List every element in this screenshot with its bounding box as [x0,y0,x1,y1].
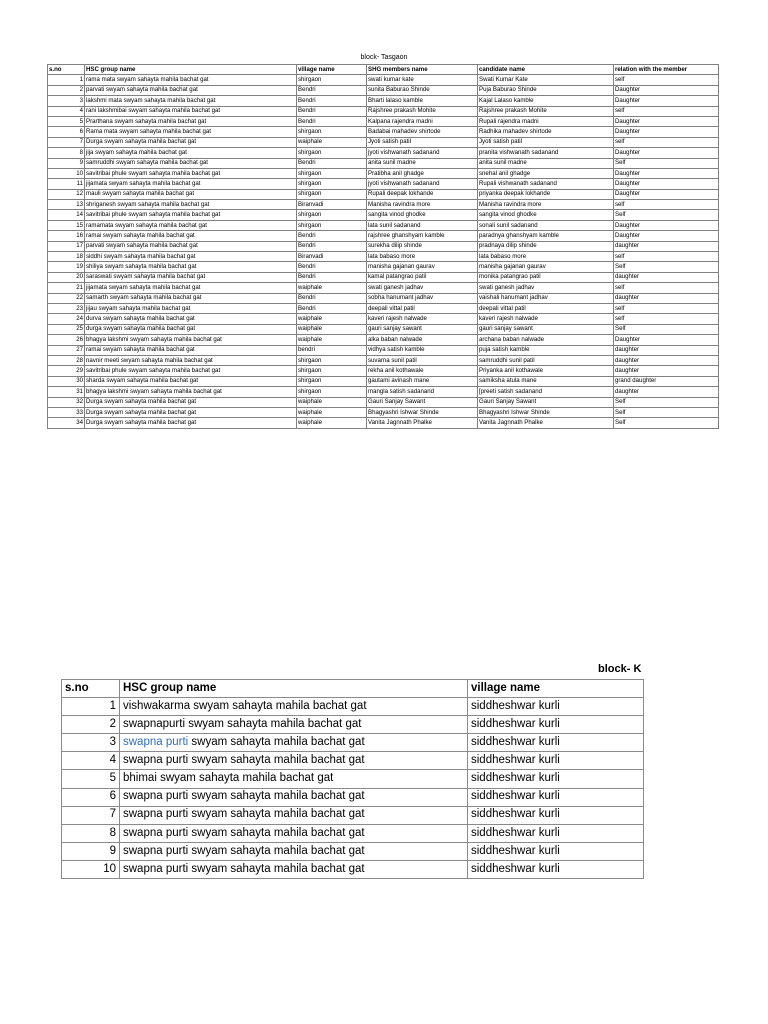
cell-relation: self [614,283,719,293]
cell-candidate-name: manisha gajanan gaurav [478,262,614,272]
cell-village-name: Bendri [297,106,367,116]
cell-village-name: Bendri [297,293,367,303]
cell-village-name: shirgaon [297,168,367,178]
table-row [48,241,719,251]
cell-sno: 19 [48,262,85,272]
header-sno: s.no [48,65,85,75]
cell-shg-member-name: rajshree ghanshyam kamble [367,231,478,241]
cell-village-name: shirgaon [297,210,367,220]
highlighted-group-name: swapna purti [123,736,189,749]
cell-sno: 9 [62,842,120,860]
cell-village-name: Bendri [297,241,367,251]
cell-candidate-name: samruddhi sunil patil [478,355,614,365]
cell-shg-member-name: sangita vinod ghodke [367,210,478,220]
cell-sno: 15 [48,220,85,230]
cell-sno: 5 [48,116,85,126]
table-row [48,293,719,303]
cell-relation: self [614,303,719,313]
cell-hsc-group-name: siddhi swyam sahayta mahila bachat gat [85,252,297,262]
cell-hsc-group-name: jijamata swyam sahayta mahila bachat gat [85,179,297,189]
table-row [48,168,719,178]
cell-shg-member-name: Jyoti satish patil [367,137,478,147]
cell-shg-member-name: mangla satish sadanand [367,387,478,397]
cell-hsc-group-name: navnir meeti swyam sahayta mahila bachat gat [85,355,297,365]
cell-relation: Self [614,158,719,168]
cell-hsc-group-name: samarth swyam sahayta mahila bachat gat [85,293,297,303]
table-row [48,75,719,85]
cell-hsc-group-name: shriganesh swyam sahayta mahila bachat gat [85,200,297,210]
cell-relation: daughter [614,293,719,303]
table-row [48,179,719,189]
cell-village-name: shirgaon [297,179,367,189]
cell-village-name: Bendri [297,303,367,313]
cell-sno: 11 [48,179,85,189]
header-shg-members-name: SHG members name [367,65,478,75]
cell-village-name: siddheshwar kurli [468,860,644,878]
cell-candidate-name: sonali sunil sadanand [478,220,614,230]
table-row [62,752,644,770]
cell-village-name: shirgaon [297,376,367,386]
cell-shg-member-name: swati ganesh jadhav [367,283,478,293]
cell-shg-member-name: kamal patangrao patil [367,272,478,282]
cell-candidate-name: paradnya ghanshyam kamble [478,231,614,241]
cell-relation: Daughter [614,148,719,158]
cell-hsc-group-name: rani lakshmibai swyam sahayta mahila bachat gat [85,106,297,116]
cell-sno: 20 [48,272,85,282]
cell-relation: Self [614,262,719,272]
cell-relation: daughter [614,387,719,397]
cell-village-name: shirgaon [297,220,367,230]
cell-sno: 2 [48,85,85,95]
cell-candidate-name: kaveri rajesh nalwade [478,314,614,324]
cell-candidate-name: Puja Baburao Shinde [478,85,614,95]
table-row [48,355,719,365]
cell-hsc-group-name: durga swyam sahayta mahila bachat gat [85,324,297,334]
cell-village-name: waiphale [297,418,367,428]
cell-relation: Self [614,397,719,407]
cell-relation: grand daughter [614,376,719,386]
cell-village-name: Bendri [297,272,367,282]
cell-village-name: shirgaon [297,355,367,365]
cell-candidate-name: gauri sanjay sawant [478,324,614,334]
table-row [62,842,644,860]
cell-hsc-group-name: Durga swyam sahayta mahila bachat gat [85,407,297,417]
cell-relation: Daughter [614,127,719,137]
cell-village-name: siddheshwar kurli [468,806,644,824]
cell-relation: self [614,75,719,85]
cell-sno: 9 [48,158,85,168]
cell-village-name: shirgaon [297,148,367,158]
cell-relation: daughter [614,345,719,355]
cell-hsc-group-name: Rama mata swyam sahayta mahila bachat gat [85,127,297,137]
cell-hsc-group-name: swapna purti swyam sahayta mahila bachat gat [120,734,468,752]
cell-village-name: Bendri [297,85,367,95]
cell-sno: 3 [48,96,85,106]
table-row [48,324,719,334]
cell-shg-member-name: rekha anil kothawale [367,366,478,376]
header-candidate-name: candidate name [478,65,614,75]
cell-relation: daughter [614,355,719,365]
cell-relation: self [614,200,719,210]
cell-sno: 10 [62,860,120,878]
cell-shg-member-name: gautami avinash mane [367,376,478,386]
table-row [48,397,719,407]
header-relation: relation with the member [614,65,719,75]
cell-relation: Daughter [614,335,719,345]
cell-relation: Self [614,407,719,417]
cell-shg-member-name: vidhya satish kamble [367,345,478,355]
cell-relation: Self [614,324,719,334]
cell-hsc-group-name: saraswati swyam sahayta mahila bachat gat [85,272,297,282]
cell-sno: 7 [62,806,120,824]
cell-village-name: Biranvadi [297,252,367,262]
table-row [48,85,719,95]
cell-shg-member-name: Bhagyashri Ishwar Shinde [367,407,478,417]
cell-relation: Daughter [614,116,719,126]
cell-hsc-group-name: rama mata swyam sahayta mahila bachat gat [85,75,297,85]
cell-village-name: waiphale [297,397,367,407]
cell-hsc-group-name: vishwakarma swyam sahayta mahila bachat gat [120,698,468,716]
cell-candidate-name: puja satish kamble [478,345,614,355]
cell-candidate-name: anita sunil madne [478,158,614,168]
cell-sno: 30 [48,376,85,386]
cell-candidate-name: pradnaya dilip shinde [478,241,614,251]
cell-candidate-name: priyanka deepak lokhande [478,189,614,199]
cell-sno: 5 [62,770,120,788]
cell-sno: 21 [48,283,85,293]
cell-sno: 1 [62,698,120,716]
cell-candidate-name: Vanita Jagnnath Phalke [478,418,614,428]
cell-village-name: shirgaon [297,127,367,137]
table-row [48,345,719,355]
cell-shg-member-name: sobha hanumant jadhav [367,293,478,303]
cell-village-name: siddheshwar kurli [468,716,644,734]
cell-hsc-group-name: parvati swyam sahayta mahila bachat gat [85,241,297,251]
table-row [62,860,644,878]
cell-candidate-name: Swati Kumar Kate [478,75,614,85]
cell-village-name: siddheshwar kurli [468,734,644,752]
cell-candidate-name: Radhika mahadev shirtode [478,127,614,137]
cell-village-name: waiphale [297,324,367,334]
cell-village-name: Bendri [297,116,367,126]
cell-hsc-group-name: savitribai phule swyam sahayta mahila bachat gat [85,168,297,178]
cell-shg-member-name: lata babaso more [367,252,478,262]
cell-hsc-group-name: swapna purti swyam sahayta mahila bachat gat [120,788,468,806]
cell-sno: 23 [48,303,85,313]
cell-hsc-group-name: ramamata swyam sahayta mahila bachat gat [85,220,297,230]
cell-candidate-name: [preeti satish sadanand [478,387,614,397]
cell-sno: 16 [48,231,85,241]
cell-shg-member-name: kaveri rajesh nalwade [367,314,478,324]
table-row [48,262,719,272]
header-hsc-group-name: HSC group name [85,65,297,75]
cell-sno: 8 [62,824,120,842]
table-row [62,698,644,716]
header-village-name: village name [297,65,367,75]
cell-sno: 25 [48,324,85,334]
cell-village-name: waiphale [297,283,367,293]
cell-village-name: Bendri [297,158,367,168]
cell-sno: 1 [48,75,85,85]
cell-relation: daughter [614,272,719,282]
cell-sno: 10 [48,168,85,178]
cell-sno: 32 [48,397,85,407]
cell-shg-member-name: Badabai mahadev shirtode [367,127,478,137]
cell-sno: 4 [48,106,85,116]
cell-candidate-name: Rajshree prakash Mohite [478,106,614,116]
cell-sno: 3 [62,734,120,752]
cell-village-name: bendri [297,345,367,355]
cell-village-name: shirgaon [297,189,367,199]
cell-hsc-group-name: jijamata swyam sahayta mahila bachat gat [85,283,297,293]
cell-hsc-group-name: bhagya lakshmi swyam sahayta mahila bachat gat [85,335,297,345]
table-row [48,314,719,324]
table-row [48,116,719,126]
cell-sno: 12 [48,189,85,199]
cell-sno: 27 [48,345,85,355]
cell-shg-member-name: surekha dilip shinde [367,241,478,251]
cell-village-name: waiphale [297,137,367,147]
cell-shg-member-name: Kalpana rajendra madni [367,116,478,126]
table-row [48,418,719,428]
block-k-title: block- K [598,663,642,675]
cell-relation: Daughter [614,189,719,199]
table-row [62,770,644,788]
cell-candidate-name: Priyanka anil kothawale [478,366,614,376]
cell-shg-member-name: Bharti lalaso kamble [367,96,478,106]
table-row [48,210,719,220]
cell-hsc-group-name: swapnapurti swyam sahayta mahila bachat gat [120,716,468,734]
table-row [48,189,719,199]
cell-candidate-name: pranita vishwanath sadanand [478,148,614,158]
cell-candidate-name: monika patangrao patil [478,272,614,282]
cell-shg-member-name: manisha gajanan gaurav [367,262,478,272]
cell-relation: self [614,106,719,116]
header-village-name: village name [468,680,644,698]
cell-relation: self [614,314,719,324]
table-row [48,96,719,106]
cell-hsc-group-name: samruddhi swyam sahayta mahila bachat gat [85,158,297,168]
table-row [48,148,719,158]
table-row [48,376,719,386]
table-row [48,366,719,376]
cell-candidate-name: archana baban nalwade [478,335,614,345]
cell-village-name: shirgaon [297,387,367,397]
table-header-row [62,680,644,698]
header-hsc-group-name: HSC group name [120,680,468,698]
cell-candidate-name: Rupali rajendra madni [478,116,614,126]
cell-village-name: waiphale [297,335,367,345]
cell-shg-member-name: alka baban nalwade [367,335,478,345]
cell-shg-member-name: deepali vittal patil [367,303,478,313]
cell-shg-member-name: sunita Baburao Shinde [367,85,478,95]
cell-relation: daughter [614,241,719,251]
table-row [48,272,719,282]
header-sno: s.no [62,680,120,698]
cell-shg-member-name: lata sunil sadanand [367,220,478,230]
tasgaon-table-body [48,75,719,428]
cell-shg-member-name: anita sunil madne [367,158,478,168]
table-row [48,283,719,293]
table-row [62,788,644,806]
cell-sno: 24 [48,314,85,324]
cell-village-name: siddheshwar kurli [468,698,644,716]
cell-shg-member-name: Gauri Sanjay Sawant [367,397,478,407]
cell-sno: 13 [48,200,85,210]
cell-hsc-group-name: mauli swyam sahayta mahila bachat gat [85,189,297,199]
cell-shg-member-name: suvarna sunil patil [367,355,478,365]
cell-sno: 18 [48,252,85,262]
cell-village-name: waiphale [297,407,367,417]
cell-shg-member-name: jyoti vishwanath sadanand [367,148,478,158]
cell-relation: Daughter [614,85,719,95]
cell-village-name: Bendri [297,96,367,106]
cell-village-name: siddheshwar kurli [468,752,644,770]
table-row [48,303,719,313]
table-row [62,734,644,752]
block-k-table [61,679,644,879]
cell-candidate-name: sangita vinod ghodke [478,210,614,220]
cell-shg-member-name: Vanita Jagnnath Phalke [367,418,478,428]
cell-village-name: Bendri [297,262,367,272]
cell-hsc-group-name: bhagya lakshmi swyam sahayta mahila bachat gat [85,387,297,397]
cell-relation: self [614,137,719,147]
cell-relation: Daughter [614,179,719,189]
cell-village-name: shirgaon [297,75,367,85]
cell-relation: Daughter [614,231,719,241]
cell-sno: 8 [48,148,85,158]
cell-hsc-group-name: swapna purti swyam sahayta mahila bachat gat [120,842,468,860]
cell-candidate-name: lata babaso more [478,252,614,262]
cell-sno: 14 [48,210,85,220]
cell-relation: Self [614,210,719,220]
cell-hsc-group-name: jija swyam sahayta mahila bachat gat [85,148,297,158]
cell-shg-member-name: Pratibha anil ghadge [367,168,478,178]
cell-shg-member-name: jyoti vishwanath sadanand [367,179,478,189]
table-row [48,387,719,397]
cell-hsc-group-name: ramai swyam sahayta mahila bachat gat [85,231,297,241]
cell-village-name: siddheshwar kurli [468,824,644,842]
cell-hsc-group-name: lakshmi mata swyam sahayta mahila bachat gat [85,96,297,106]
cell-sno: 6 [48,127,85,137]
table-row [48,137,719,147]
cell-shg-member-name: Rupali deepak lokhande [367,189,478,199]
cell-relation: Daughter [614,168,719,178]
cell-sno: 4 [62,752,120,770]
cell-village-name: siddheshwar kurli [468,788,644,806]
cell-candidate-name: Bhagyashri Ishwar Shinde [478,407,614,417]
cell-sno: 28 [48,355,85,365]
table-row [48,407,719,417]
cell-hsc-group-name: Durga swyam sahayta mahila bachat gat [85,397,297,407]
table-row [62,716,644,734]
cell-hsc-group-name: savitribai phule swyam sahayta mahila bachat gat [85,210,297,220]
cell-village-name: Bendri [297,231,367,241]
block-k-table-body [62,698,644,879]
cell-hsc-group-name: bhimai swyam sahayta mahila bachat gat [120,770,468,788]
block-tasgaon-title: block- Tasgaon [360,54,408,61]
cell-village-name: siddheshwar kurli [468,770,644,788]
cell-village-name: Biranvadi [297,200,367,210]
cell-hsc-group-name: shiliya swyam sahayta mahila bachat gat [85,262,297,272]
cell-sno: 6 [62,788,120,806]
cell-hsc-group-name: parvati swyam sahayta mahila bachat gat [85,85,297,95]
cell-hsc-group-name: Durga swyam sahayta mahila bachat gat [85,137,297,147]
table-row [48,231,719,241]
cell-sno: 17 [48,241,85,251]
cell-relation: Daughter [614,220,719,230]
cell-hsc-group-name: ramai swyam sahayta mahila bachat gat [85,345,297,355]
cell-hsc-group-name: savitribai phule swyam sahayta mahila bachat gat [85,366,297,376]
cell-hsc-group-name: sharda swyam sahayta mahila bachat gat [85,376,297,386]
cell-relation: daughter [614,366,719,376]
cell-sno: 34 [48,418,85,428]
tasgaon-shg-table [47,64,719,429]
cell-village-name: siddheshwar kurli [468,842,644,860]
cell-sno: 31 [48,387,85,397]
table-row [48,106,719,116]
cell-sno: 26 [48,335,85,345]
cell-hsc-group-name: durva swyam sahayta mahila bachat gat [85,314,297,324]
cell-sno: 7 [48,137,85,147]
table-row [48,158,719,168]
cell-sno: 33 [48,407,85,417]
cell-sno: 29 [48,366,85,376]
cell-shg-member-name: gauri sanjay sawant [367,324,478,334]
cell-village-name: waiphale [297,314,367,324]
cell-village-name: shirgaon [297,366,367,376]
cell-hsc-group-name: Prarthana swyam sahayta mahila bachat gat [85,116,297,126]
table-row [48,220,719,230]
cell-candidate-name: vaishali hanumant jadhav [478,293,614,303]
cell-candidate-name: Jyoti satish patil [478,137,614,147]
table-row [48,252,719,262]
cell-sno: 22 [48,293,85,303]
table-row [48,127,719,137]
cell-candidate-name: snehal anil ghadge [478,168,614,178]
cell-candidate-name: swati ganesh jadhav [478,283,614,293]
cell-shg-member-name: Manisha ravindra more [367,200,478,210]
cell-candidate-name: Rupali vishwanath sadanand [478,179,614,189]
cell-candidate-name: Manisha ravindra more [478,200,614,210]
cell-candidate-name: Kajal Lalaso kamble [478,96,614,106]
table-row [62,824,644,842]
cell-shg-member-name: swati kumar kate [367,75,478,85]
cell-candidate-name: samiksha atula mane [478,376,614,386]
table-header-row [48,65,719,75]
cell-candidate-name: deepali vittal patil [478,303,614,313]
cell-hsc-group-name: swapna purti swyam sahayta mahila bachat gat [120,752,468,770]
cell-hsc-group-name: swapna purti swyam sahayta mahila bachat gat [120,806,468,824]
table-row [48,335,719,345]
cell-hsc-group-name: swapna purti swyam sahayta mahila bachat gat [120,824,468,842]
cell-sno: 2 [62,716,120,734]
cell-hsc-group-name: Durga swyam sahayta mahila bachat gat [85,418,297,428]
cell-shg-member-name: Rajshree prakash Mohite [367,106,478,116]
cell-relation: self [614,252,719,262]
cell-relation: Daughter [614,96,719,106]
table-row [48,200,719,210]
table-row [62,806,644,824]
cell-relation: Self [614,418,719,428]
cell-hsc-group-name: jijau swyam sahayta mahila bachat gat [85,303,297,313]
cell-candidate-name: Gauri Sanjay Sawant [478,397,614,407]
cell-hsc-group-name: swapna purti swyam sahayta mahila bachat gat [120,860,468,878]
